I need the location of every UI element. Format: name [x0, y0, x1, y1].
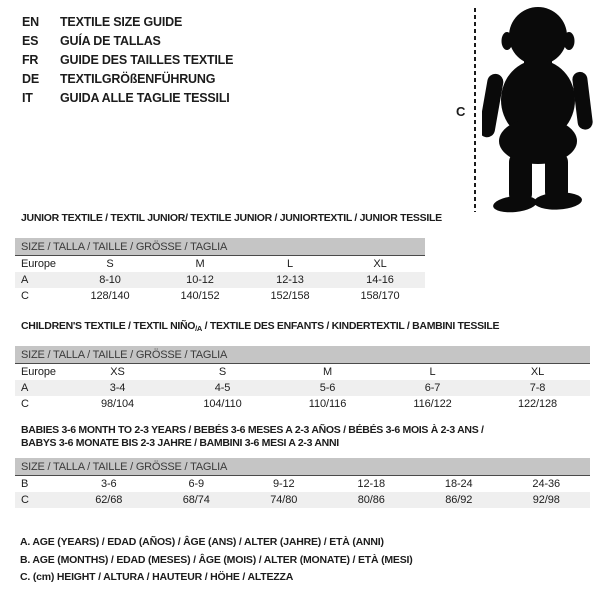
- age-cell: 5-6: [319, 382, 336, 394]
- row-label: B: [21, 478, 29, 490]
- guide-title: GUÍA DE TALLAS: [60, 33, 161, 48]
- height-cell: 92/98: [532, 494, 560, 506]
- size-header-bar: SIZE / TALLA / TAILLE / GRÖSSE / TAGLIA: [15, 238, 425, 256]
- height-cell: 122/128: [517, 398, 558, 410]
- language-code: FR: [22, 52, 39, 67]
- age-cell: 9-12: [272, 478, 295, 490]
- title-part: / TEXTILE DES ENFANTS / KINDERTEXTIL / BAMBINI TESSILE: [202, 320, 500, 332]
- table-row-height: [15, 492, 590, 508]
- height-cell: 98/104: [100, 398, 135, 410]
- size-header-bar: SIZE / TALLA / TAILLE / GRÖSSE / TAGLIA: [15, 346, 590, 364]
- table-row-age-months: [15, 476, 590, 492]
- title-subscript: /A: [195, 324, 203, 333]
- guide-title: TEXTILE SIZE GUIDE: [60, 14, 183, 29]
- height-cell: 152/158: [270, 290, 310, 302]
- age-cell: 4-5: [214, 382, 231, 394]
- size-cell: XL: [373, 258, 387, 270]
- table-row-europe: [15, 364, 590, 380]
- language-row-es: [22, 31, 233, 50]
- height-cell: 128/140: [90, 290, 130, 302]
- guide-title: GUIDE DES TAILLES TEXTILE: [60, 52, 234, 67]
- height-cell: 62/68: [95, 494, 123, 506]
- age-cell: 12-18: [357, 478, 386, 490]
- age-cell: 6-7: [424, 382, 441, 394]
- toddler-silhouette-icon: [482, 4, 594, 216]
- height-cell: 104/110: [203, 398, 242, 410]
- junior-table-title: JUNIOR TEXTILE / TEXTIL JUNIOR/ TEXTILE JUNIOR / JUNIORTEXTIL / JUNIOR TESSILE: [21, 212, 442, 224]
- height-measure-dashed-line: [474, 8, 476, 212]
- footnote-age-years: A. AGE (YEARS) / EDAD (AÑOS) / ÂGE (ANS) / ALTER (JAHRE) / ETÀ (ANNI): [20, 536, 384, 548]
- children-size-table: [15, 320, 590, 412]
- size-cell: M: [322, 366, 333, 378]
- height-cell: 110/116: [308, 398, 347, 410]
- row-label: A: [21, 274, 29, 286]
- size-cell: XL: [530, 366, 545, 378]
- language-row-de: [22, 69, 233, 88]
- title-line: BABYS 3-6 MONATE BIS 2-3 JAHRE / BAMBINI 3-6 MESI A 2-3 ANNI: [21, 437, 339, 449]
- language-code: DE: [22, 71, 39, 86]
- language-row-en: [22, 12, 233, 31]
- table-row-age: [15, 380, 590, 396]
- children-table-title: [15, 320, 590, 333]
- row-label: Europe: [21, 258, 56, 270]
- age-cell: 8-10: [99, 274, 121, 286]
- size-header-bar: SIZE / TALLA / TAILLE / GRÖSSE / TAGLIA: [15, 458, 590, 476]
- table-row-europe: [15, 256, 425, 272]
- legend-footnotes: [20, 534, 413, 587]
- size-cell: XS: [110, 366, 125, 378]
- junior-size-table: [15, 212, 442, 304]
- age-cell: 6-9: [188, 478, 205, 490]
- age-cell: 18-24: [444, 478, 473, 490]
- row-label: A: [21, 382, 29, 394]
- table-row-age: [15, 272, 425, 288]
- size-cell: S: [218, 366, 227, 378]
- height-cell: 80/86: [357, 494, 385, 506]
- height-cell: 68/74: [182, 494, 210, 506]
- table-row-height: [15, 288, 425, 304]
- footnote-height-cm: C. (cm) HEIGHT / ALTURA / HAUTEUR / HÖHE / ALTEZZA: [20, 571, 294, 583]
- age-cell: 3-4: [109, 382, 126, 394]
- age-cell: 12-13: [276, 274, 304, 286]
- size-cell: S: [106, 258, 114, 270]
- guide-title: TEXTILGRÖßENFÜHRUNG: [60, 71, 216, 86]
- row-label: Europe: [21, 366, 56, 378]
- babies-size-table: [15, 424, 590, 508]
- row-label: C: [21, 494, 29, 506]
- title-line: BABIES 3-6 MONTH TO 2-3 YEARS / BEBÉS 3-6 MESES A 2-3 AÑOS / BÉBÉS 3-6 MOIS À 2-3 ANS /: [21, 424, 484, 436]
- age-cell: 14-16: [366, 274, 394, 286]
- height-cell: 140/152: [180, 290, 220, 302]
- language-code: ES: [22, 33, 39, 48]
- table-row-height: [15, 396, 590, 412]
- height-cell: 116/122: [413, 398, 452, 410]
- age-cell: 10-12: [186, 274, 214, 286]
- height-cell: 74/80: [270, 494, 298, 506]
- height-cell: 158/170: [360, 290, 400, 302]
- age-cell: 24-36: [532, 478, 561, 490]
- row-label: C: [21, 398, 29, 410]
- language-title-block: [22, 12, 233, 107]
- size-cell: M: [195, 258, 205, 270]
- guide-title: GUIDA ALLE TAGLIE TESSILI: [60, 90, 230, 105]
- row-label: C: [21, 290, 29, 302]
- babies-table-title: [15, 424, 590, 450]
- age-cell: 3-6: [100, 478, 117, 490]
- language-row-it: [22, 88, 233, 107]
- height-measure-label: C: [456, 104, 466, 119]
- language-code: EN: [22, 14, 39, 29]
- footnote-age-months: B. AGE (MONTHS) / EDAD (MESES) / ÂGE (MOIS) / ALTER (MONATE) / ETÀ (MESI): [20, 553, 413, 566]
- size-cell: L: [286, 258, 294, 270]
- title-part: CHILDREN'S TEXTILE / TEXTIL NIÑO: [21, 320, 196, 332]
- language-row-fr: [22, 50, 233, 69]
- size-cell: L: [429, 366, 436, 378]
- language-code: IT: [22, 90, 33, 105]
- age-cell: 7-8: [529, 382, 546, 394]
- height-cell: 86/92: [445, 494, 473, 506]
